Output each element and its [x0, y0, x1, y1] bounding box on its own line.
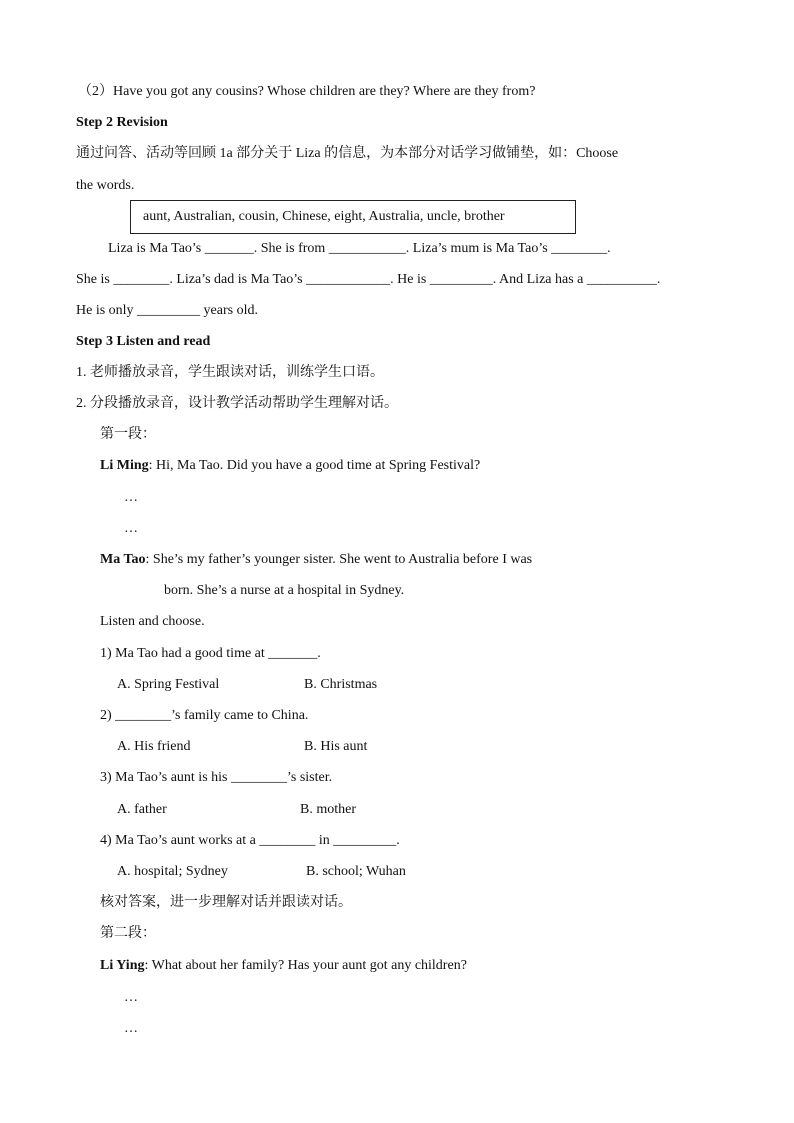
ma-tao-line-1: : She’s my father’s younger sister. She went to Australia before I was	[145, 552, 533, 567]
question-2-option-b: B. His aunt	[304, 739, 368, 754]
ma-tao-dialogue	[100, 551, 532, 569]
fill-line-1: Liza is Ma Tao’s _______. She is from ___________. Liza’s mum is Ma Tao’s ________.	[108, 241, 611, 256]
question-2: 2) ________’s family came to China.	[100, 708, 309, 723]
ellipsis-1: …	[124, 490, 138, 505]
speaker-ma-tao: Ma Tao	[100, 552, 146, 567]
li-ying-dialogue	[100, 957, 467, 975]
speaker-li-ying: Li Ying	[100, 958, 145, 973]
question-1-option-b: B. Christmas	[304, 677, 378, 692]
check-answers-note: 核对答案，进一步理解对话并跟读对话。	[100, 895, 352, 910]
li-ying-line: : What about her family? Has your aunt got any children?	[144, 958, 467, 973]
word-box-text: aunt, Australian, cousin, Chinese, eight, Australia, uncle, brother	[143, 209, 505, 224]
ma-tao-line-2: born. She’s a nurse at a hospital in Sydney.	[164, 583, 405, 598]
question-4: 4) Ma Tao’s aunt works at a ________ in _________.	[100, 833, 400, 848]
question-2-option-a: A. His friend	[117, 739, 191, 754]
question-3-option-b: B. mother	[300, 802, 356, 817]
word-box	[130, 200, 576, 234]
part2-label: 第二段：	[100, 926, 156, 941]
step2-heading: Step 2 Revision	[76, 115, 168, 130]
intro-question: （2）Have you got any cousins? Whose children are they? Where are they from?	[78, 84, 536, 99]
question-3-option-a: A. father	[117, 802, 167, 817]
step2-instruction-line2: the words.	[76, 178, 135, 193]
fill-line-3: He is only _________ years old.	[76, 303, 258, 318]
fill-line-2: She is ________. Liza’s dad is Ma Tao’s ____________. He is _________. And Liza has a __________.	[76, 272, 661, 287]
ellipsis-4: …	[124, 1021, 138, 1036]
question-4-option-b: B. school; Wuhan	[306, 864, 406, 879]
step3-item-1: 1. 老师播放录音，学生跟读对话，训练学生口语。	[76, 365, 384, 380]
ellipsis-2: …	[124, 521, 138, 536]
step3-item-2: 2. 分段播放录音，设计教学活动帮助学生理解对话。	[76, 396, 398, 411]
step2-instruction-line1: 通过问答、活动等回顾 1a 部分关于 Liza 的信息，为本部分对话学习做铺垫，如：Choose	[76, 146, 619, 161]
li-ming-line: : Hi, Ma Tao. Did you have a good time at Spring Festival?	[148, 458, 481, 473]
question-1: 1) Ma Tao had a good time at _______.	[100, 646, 321, 661]
step3-heading: Step 3 Listen and read	[76, 334, 211, 349]
question-3: 3) Ma Tao’s aunt is his ________’s sister.	[100, 770, 333, 785]
part1-label: 第一段：	[100, 427, 156, 442]
ellipsis-3: …	[124, 990, 138, 1005]
question-4-option-a: A. hospital; Sydney	[117, 864, 228, 879]
question-1-option-a: A. Spring Festival	[117, 677, 220, 692]
speaker-li-ming: Li Ming	[100, 458, 149, 473]
li-ming-dialogue	[100, 457, 480, 475]
listen-choose-instruction: Listen and choose.	[100, 614, 205, 629]
